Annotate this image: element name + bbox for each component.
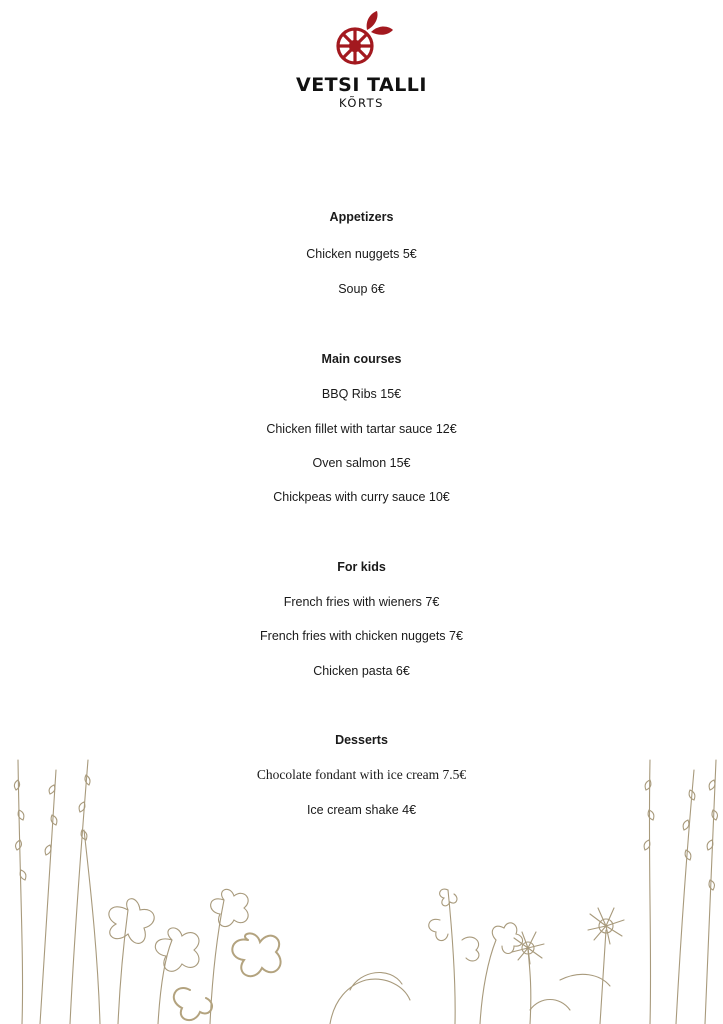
brand-subtitle: KÕRTS [339, 96, 384, 110]
section-heading-main-courses: Main courses [321, 352, 402, 366]
wheel-leaf-logo-icon [327, 8, 397, 72]
brand-name: VETSI TALLI [296, 74, 427, 96]
menu-item: BBQ Ribs 15€ [321, 387, 402, 401]
menu-item: Soup 6€ [338, 282, 385, 296]
section-heading-appetizers: Appetizers [329, 210, 394, 224]
menu-item: Chocolate fondant with ice cream 7.5€ [256, 767, 467, 782]
menu-item: Chicken fillet with tartar sauce 12€ [266, 422, 457, 436]
menu-item: Oven salmon 15€ [312, 456, 411, 470]
menu-item: Chicken nuggets 5€ [306, 247, 417, 261]
menu-item: Chicken pasta 6€ [313, 664, 410, 678]
menu-item: Chickpeas with curry sauce 10€ [273, 490, 450, 504]
menu-item: Ice cream shake 4€ [306, 803, 417, 817]
logo [0, 8, 723, 110]
section-heading-desserts: Desserts [335, 733, 388, 747]
section-heading-for-kids: For kids [337, 560, 386, 574]
menu-item: French fries with wieners 7€ [283, 595, 440, 609]
menu-item: French fries with chicken nuggets 7€ [260, 629, 463, 643]
